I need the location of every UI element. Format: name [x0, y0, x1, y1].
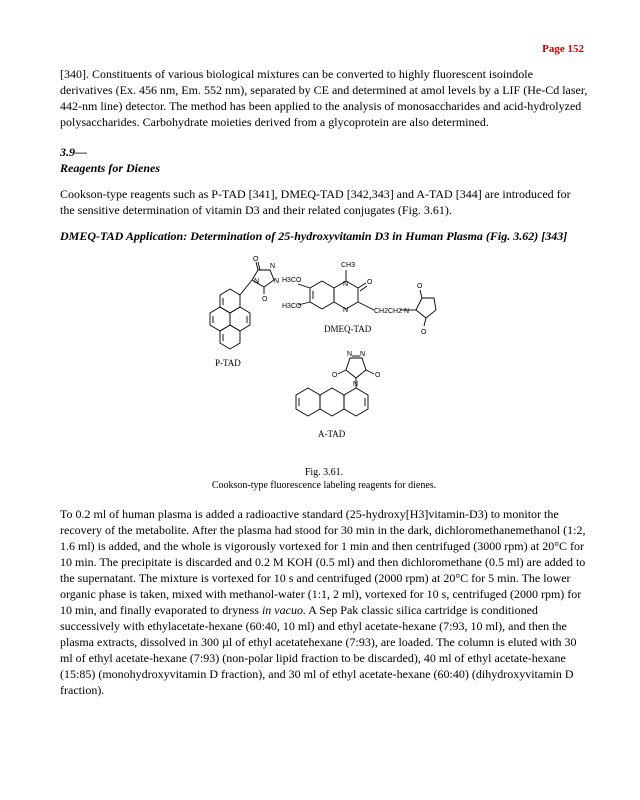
figure-3-61 — [60, 250, 588, 460]
dmeq-h3co-top-label: H3CO — [282, 277, 302, 284]
figure-caption: Cookson-type fluorescence labeling reagents for dienes. — [211, 480, 437, 491]
dmeq-n1-label: N — [343, 281, 349, 288]
section-number: 3.9— — [60, 145, 87, 159]
dmeq-o-label: O — [367, 279, 373, 286]
application-title: DMEQ-TAD Application: Determination of 25-hydroxyvitamin D3 in Human Plasma (Fig. 3.62) [343] — [60, 229, 568, 243]
paragraph-cookson: Cookson-type reagents such as P-TAD [341], DMEQ-TAD [342,343] and A-TAD [344] are introduced for the sensitive determination of vitamin D3 and their related conjugates (Fig. 3.61). — [60, 187, 571, 217]
ptad-n-label: N — [254, 278, 260, 285]
paragraph-intro: [340]. Constituents of various biological mixtures can be converted to highly fluorescent isoindole derivatives (Ex. 456 nm, Em. 552 nm), separated by CE and determined at amol levels by a LIF (He-Cd laser, 442-nm line) detector. The method has been applied to the analysis of monosaccharides and acid-hydrolyzed polysaccharides. Carbohydrate moieties derived from a glycoprotein are also determined. — [60, 67, 588, 129]
dmeq-chain-label: CH2CH2 — [374, 308, 403, 315]
ptad-o-label: O — [253, 256, 259, 263]
dmeq-o3-label: O — [421, 329, 427, 336]
ptad-n2-label: N — [270, 263, 276, 270]
procedure-text-1: To 0.2 ml of human plasma is added a radioactive standard (25-hydroxy[H3]vitamin-D3) to monitor the recovery of the metabolite. After the plasma had stood for 30 min in the dark, dichloromethanemethanol (1:2, 1.6 ml) is added, and the whole is vigorously vortexed for 1 min and then centrifuged (3000 rpm) at 20°C for 10 min. The precipitate is discarded and 0.2 M KOH (0.5 ml) and then dichloromethane (0.5 ml) are added to the supernatant. The mixture is vortexed for 10 s and centrifuged (2000 rpm) at 20°C for 5 min. The lower organic phase is taken, mixed with methanol-water (1:1, 2 ml), vortexed for 10 s, centrifuged (2000 rpm) for 10 min, and finally evaporated to dryness — [60, 507, 586, 617]
atad-n2-label: N — [360, 351, 366, 358]
procedure-text-2: A Sep Pak classic silica cartridge is conditioned successively with ethylacetate-hexane (60:40, 10 ml) and ethyl acetate-hexane (7:93, 10 ml), and then the plasma extracts, dissolved in 300 µl of ethyl acetatehexane (7:93), are loaded. The column is eluted with 30 ml of ethyl acetate-hexane (7:93) (non-polar lipid fraction to be discarded), 40 ml of ethyl acetate-hexane (15:85) (monohydroxyvitamin D fraction), and 30 ml of ethyl acetate-hexane (60:40) (dihydroxyvitamin D fraction). — [60, 603, 577, 697]
dmeq-ch3-label: CH3 — [341, 262, 356, 269]
page-number: Page 152 — [542, 43, 584, 55]
dmeq-h3co-bottom-label: H3CO — [282, 303, 302, 310]
paragraph-procedure — [60, 506, 588, 698]
figure-number: Fig. 3.61. — [304, 467, 344, 478]
ptad-pyrene-structure — [210, 289, 250, 349]
atad-o2-label: O — [375, 372, 381, 379]
atad-n3-label: N — [353, 381, 359, 388]
structures-diagram — [60, 250, 588, 460]
dmeq-n3-label: N — [404, 308, 410, 315]
atad-o1-label: O — [332, 372, 338, 379]
procedure-italic: in vacuo. — [261, 603, 306, 617]
ptad-n3-label: N — [274, 278, 280, 285]
section-title: Reagents for Dienes — [60, 161, 160, 175]
label-ptad: P-TAD — [215, 358, 241, 368]
label-dmeq-tad: DMEQ-TAD — [324, 324, 372, 334]
dmeq-n2-label: N — [343, 307, 349, 314]
atad-structure — [296, 356, 374, 416]
label-atad: A-TAD — [318, 429, 346, 439]
dmeq-o2-label: O — [417, 283, 423, 290]
ptad-o2-label: O — [262, 296, 268, 303]
atad-n1-label: N — [347, 351, 353, 358]
page-content — [60, 66, 588, 698]
